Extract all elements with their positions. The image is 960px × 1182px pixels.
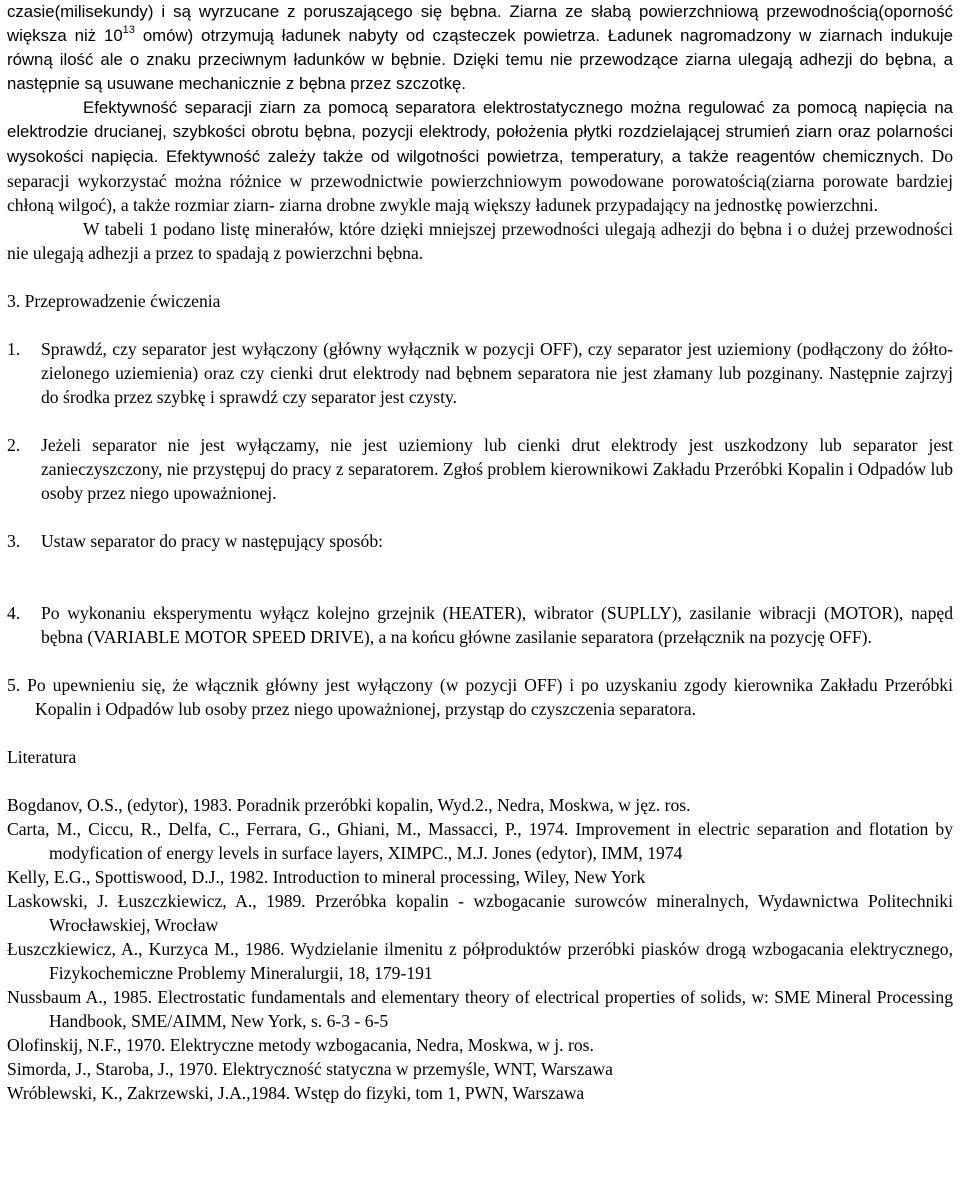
porosity-text: Do separacji wykorzystać można różnice w przewodnictwie powierzchniowym powodowane porowatością(ziarna porowate bardziej chłoną wilgoć), a także rozmiar ziarn- ziarna drobne zwykle mają większy ładunek przypadający na jednostkę powierzchni. bbox=[7, 146, 953, 215]
reference-item: Bogdanov, O.S., (edytor), 1983. Poradnik przeróbki kopalin, Wyd.2., Nedra, Moskwa, w jęz. ros. bbox=[7, 795, 691, 815]
reference-item: Simorda, J., Staroba, J., 1970. Elektryczność statyczna w przemyśle, WNT, Warszawa bbox=[7, 1059, 613, 1079]
step-text: Sprawdź, czy separator jest wyłączony (główny wyłącznik w pozycji OFF), czy separator jest uziemiony (podłączony do żółto-zielonego uziemienia) oraz czy cienki drut elektrody nad bębnem separatora nie jest złamany lub pozginany. Następnie zajrzyj do środka przez szybkę i sprawdź czy separator jest czysty. bbox=[41, 339, 953, 407]
reference-item: Carta, M., Ciccu, R., Delfa, C., Ferrara, G., Ghiani, M., Massacci, P., 1974. Improvement in electric separation and flotation by modyfication of energy levels in surface layers, XIMPC., M.J. Jones (edytor), IMM, 1974 bbox=[7, 819, 953, 863]
paragraph-efficiency bbox=[7, 96, 953, 217]
step-number: 4. bbox=[7, 603, 21, 623]
step-number: 3. bbox=[7, 531, 21, 551]
section-heading: 3. Przeprowadzenie ćwiczenia bbox=[7, 291, 221, 311]
reference-item: Kelly, E.G., Spottiswood, D.J., 1982. Introduction to mineral processing, Wiley, New York bbox=[7, 867, 646, 887]
step-number: 1. bbox=[7, 339, 21, 359]
paragraph-table-reference: W tabeli 1 podano listę minerałów, które dzięki mniejszej przewodności ulegają adhezji do bębna i o dużej przewodności nie ulegają adhezji a przez to spadają z powierzchni bębna. bbox=[7, 219, 953, 263]
step-2 bbox=[7, 433, 953, 505]
reference-item: Wróblewski, K., Zakrzewski, J.A.,1984. Wstęp do fizyki, tom 1, PWN, Warszawa bbox=[7, 1083, 585, 1103]
efficiency-text: Efektywność separacji ziarn za pomocą separatora elektrostatycznego można regulować za pomocą napięcia na elektrodzie drucianej, szybkości obrotu bębna, pozycji elektrody, położenia płytki rozdzielającej strumień ziarn oraz polarności wysokości napięcia. Efektywność zależy także od wilgotności powietrza, temperatury, a także reagentów chemicznych. bbox=[7, 98, 953, 166]
document-page bbox=[7, 0, 953, 1105]
intro-text-part1: czasie(milisekundy) i są wyrzucane z poruszającego się bębna. Ziarna ze słabą powierzchniową przewodnością(oporność większa niż 10 bbox=[7, 2, 953, 45]
exponent: 13 bbox=[122, 24, 135, 36]
reference-item: Laskowski, J. Łuszczkiewicz, A., 1989. Przeróbka kopalin - wzbogacanie surowców mineralnych, Wydawnictwa Politechniki Wrocławskiej, Wrocław bbox=[7, 891, 953, 935]
step-text: Ustaw separator do pracy w następujący sposób: bbox=[41, 531, 384, 551]
step-text: Jeżeli separator nie jest wyłączamy, nie jest uziemiony lub cienki drut elektrody jest uszkodzony lub separator jest zanieczyszczony, nie przystępuj do pracy z separatorem. Zgłoś problem kierownikowi Zakładu Przeróbki Kopalin i Odpadów lub osoby przez niego upoważnionej. bbox=[41, 435, 953, 503]
step-text: Po wykonaniu eksperymentu wyłącz kolejno grzejnik (HEATER), wibrator (SUPLLY), zasilanie wibracji (MOTOR), napęd bębna (VARIABLE MOTOR SPEED DRIVE), a na końcu główne zasilanie separatora (przełącznik na pozycję OFF). bbox=[41, 603, 953, 647]
reference-item: Olofinskij, N.F., 1970. Elektryczne metody wzbogacania, Nedra, Moskwa, w j. ros. bbox=[7, 1035, 594, 1055]
step-1 bbox=[7, 337, 953, 409]
reference-list bbox=[7, 793, 953, 1105]
step-3 bbox=[7, 529, 953, 553]
step-5: 5. Po upewnieniu się, że włącznik główny jest wyłączony (w pozycji OFF) i po uzyskaniu zgody kierownika Zakładu Przeróbki Kopalin i Odpadów lub osoby przez niego upoważnionej, przystąp do czyszczenia separatora. bbox=[7, 675, 953, 719]
step-number: 2. bbox=[7, 435, 21, 455]
literature-heading: Literatura bbox=[7, 747, 77, 767]
reference-item: Łuszczkiewicz, A., Kurzyca M., 1986. Wydzielanie ilmenitu z półproduktów przeróbki piasków drogą wzbogacania elektrycznego, Fizykochemiczne Problemy Mineralurgii, 18, 179-191 bbox=[7, 939, 953, 983]
intro-text-part2: omów) otrzymują ładunek nabyty od cząsteczek powietrza. Ładunek nagromadzony w ziarnach indukuje równą ilość ale o znaku przeciwnym ładunków w bębnie. Dzięki temu nie przewodzące ziarna ulegają adhezji do bębna, a następnie są usuwane mechanicznie z bębna przez szczotkę. bbox=[7, 26, 953, 93]
step-4 bbox=[7, 601, 953, 649]
reference-item: Nussbaum A., 1985. Electrostatic fundamentals and elementary theory of electrical properties of solids, w: SME Mineral Processing Handbook, SME/AIMM, New York, s. 6-3 - 6-5 bbox=[7, 987, 953, 1031]
paragraph-intro bbox=[7, 0, 953, 96]
